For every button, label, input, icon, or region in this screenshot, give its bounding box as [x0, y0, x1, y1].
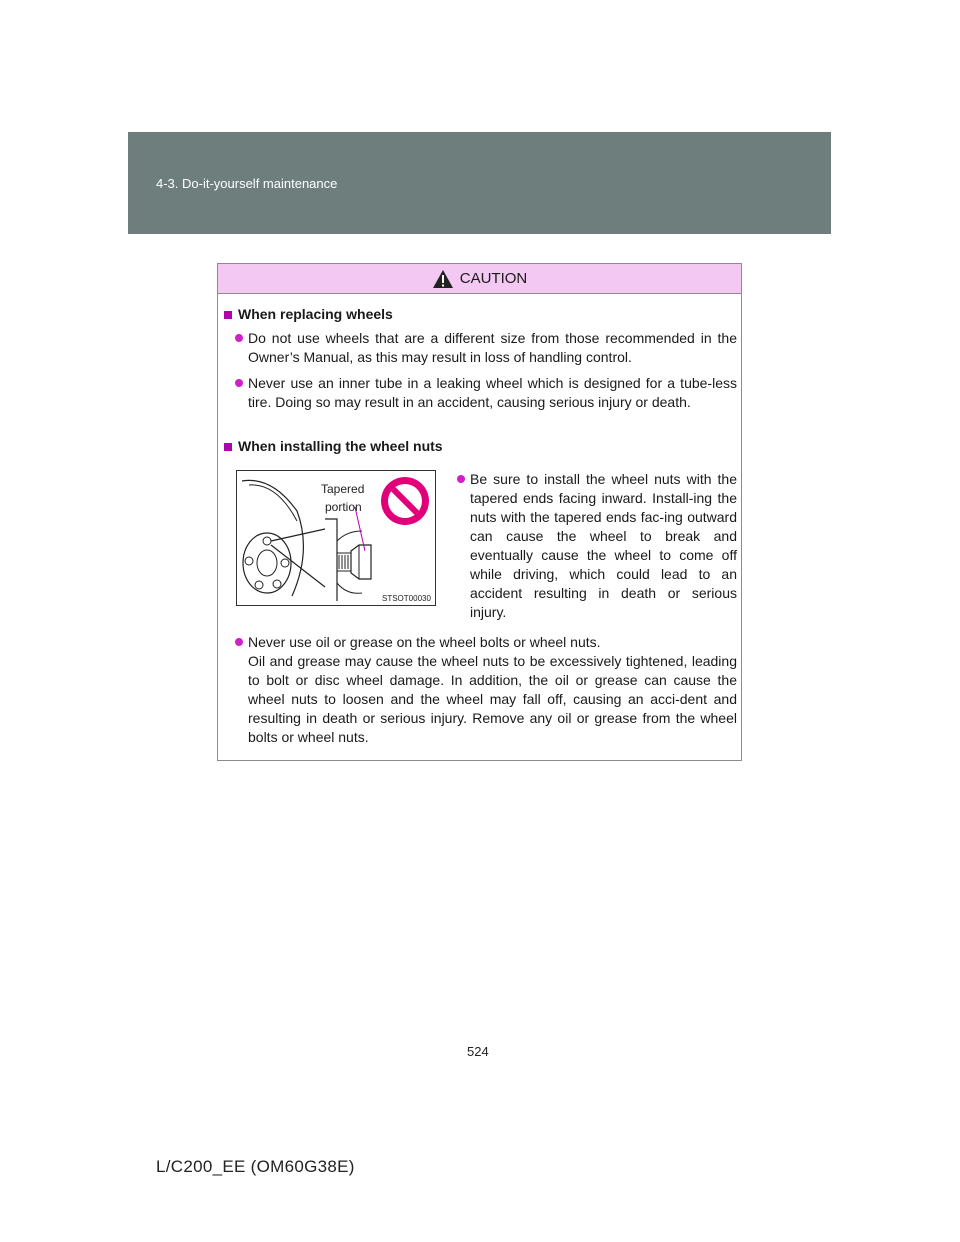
square-bullet-icon	[224, 311, 232, 319]
bullet-wheel-size: Do not use wheels that are a different size from those recommended in the Owner’s Manual, as this may result in loss of handling control.	[248, 329, 737, 367]
bullet-dot-icon	[235, 638, 243, 646]
wheel-nut-illustration	[236, 470, 436, 606]
bullet-tapered-ends: Be sure to install the wheel nuts with the tapered ends facing inward. Install-ing the nuts with the tapered ends fac-ing outward can cause the wheel to break and eventually cause the wheel to come off while driving, which could lead to an accident resulting in death or serious injury.	[470, 470, 737, 622]
bullet-inner-tube: Never use an inner tube in a leaking wheel which is designed for a tube-less tire. Doing so may result in an accident, causing serious injury or death.	[248, 374, 737, 412]
figure-code: STSOT00030	[382, 594, 431, 603]
figure-label-tapered: Tapered	[321, 482, 365, 496]
page-number: 524	[467, 1044, 489, 1059]
section-heading-replacing-wheels: When replacing wheels	[224, 305, 393, 324]
caution-title: CAUTION	[459, 270, 528, 287]
paragraph-oil-grease-consequence: Oil and grease may cause the wheel nuts to be excessively tightened, leading to bolt or disc wheel damage. In addition, the oil or grease can cause the wheel nuts to loosen and the wheel may fall off, causing an acci-dent and resulting in death or serious injury. Remove any oil or grease from the wheel bolts or wheel nuts.	[248, 653, 737, 745]
figure-label-portion: portion	[325, 500, 362, 514]
bullet-oil-grease: Never use oil or grease on the wheel bolts or wheel nuts.	[248, 633, 737, 652]
section-heading-installing-nuts: When installing the wheel nuts	[224, 437, 443, 456]
chapter-section-title: 4-3. Do-it-yourself maintenance	[156, 176, 338, 191]
bullet-dot-icon	[235, 379, 243, 387]
bullet-dot-icon	[457, 475, 465, 483]
bullet-dot-icon	[235, 334, 243, 342]
wheel-hub-drawing	[237, 471, 435, 605]
footer-model-code: L/C200_EE (OM60G38E)	[156, 1157, 355, 1176]
square-bullet-icon	[224, 443, 232, 451]
